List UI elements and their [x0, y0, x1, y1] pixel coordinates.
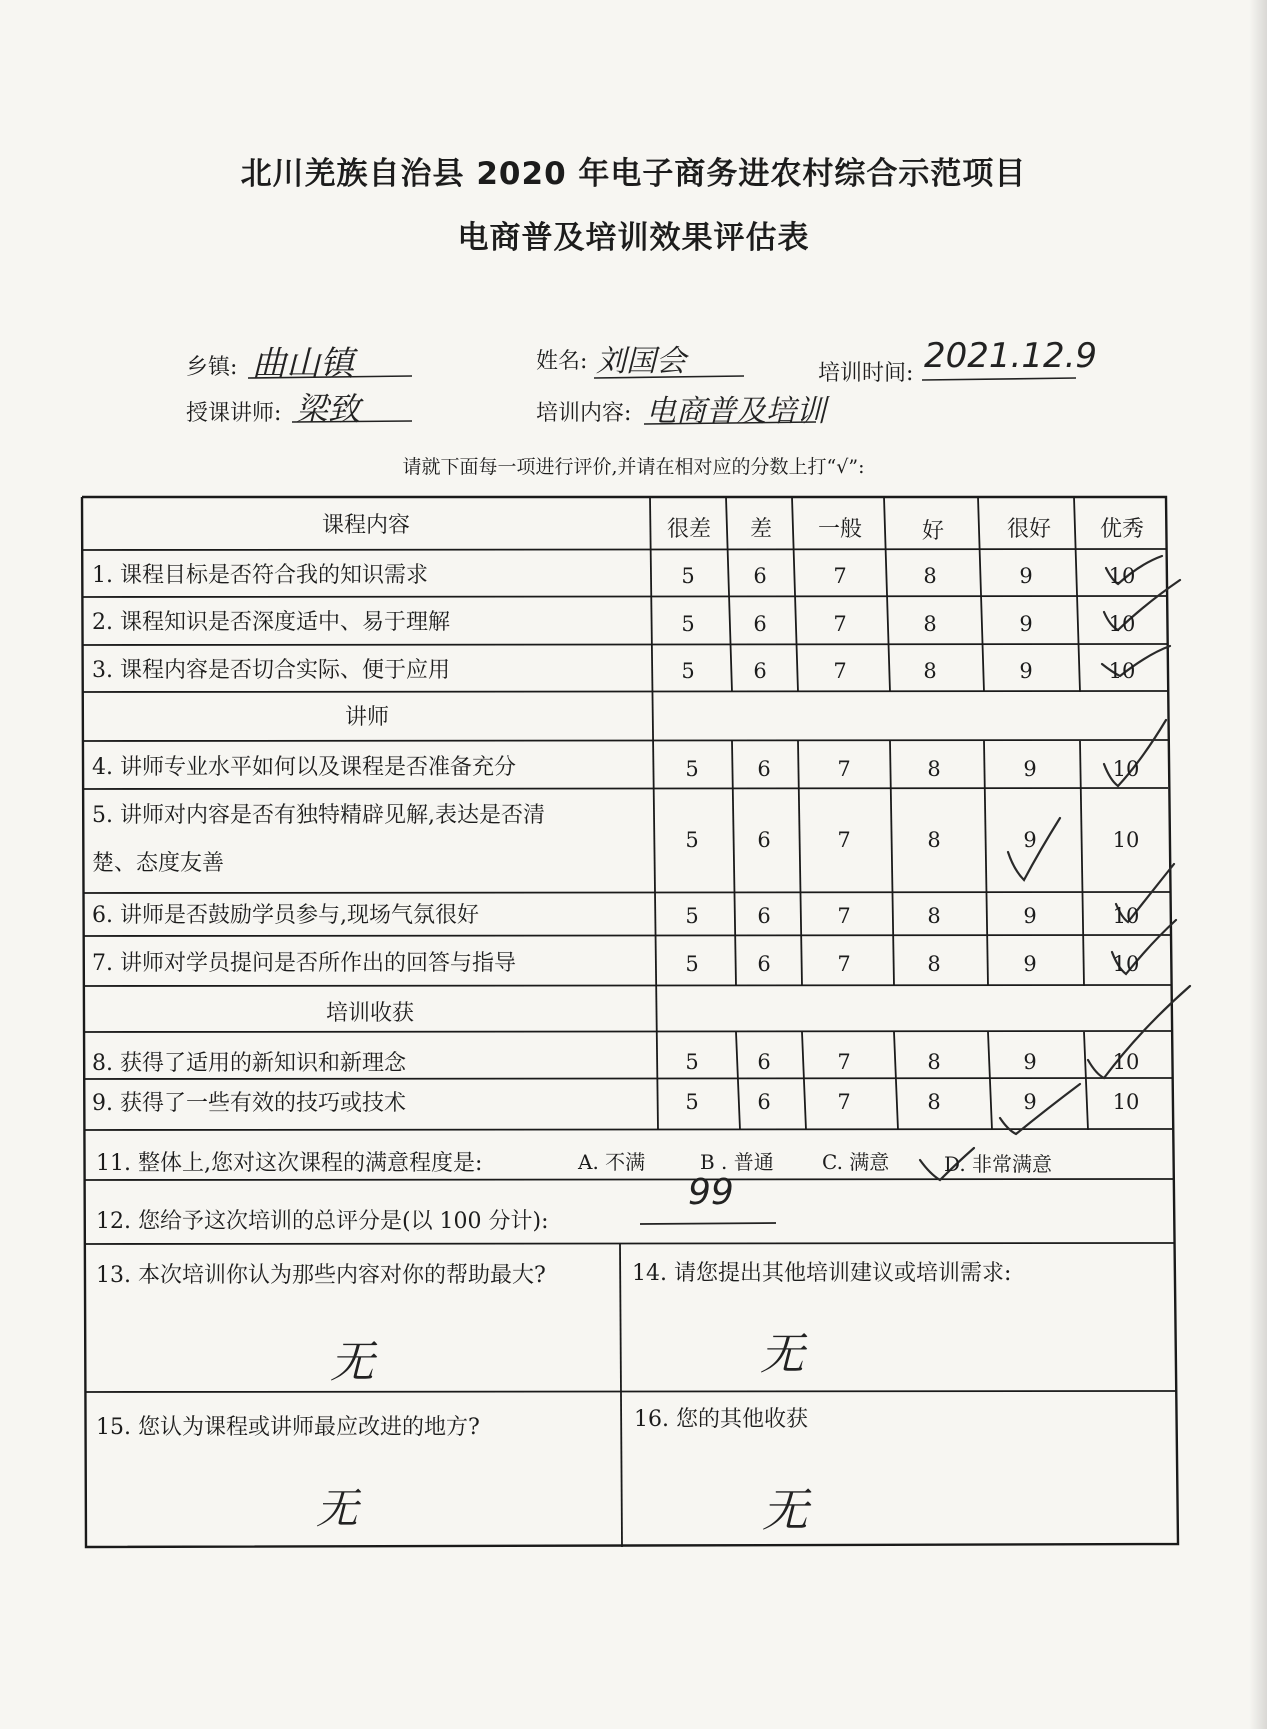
instruction-text: 请就下面每一项进行评价,并请在相对应的分数上打“√”: [402, 456, 865, 478]
score-item4-8[interactable]: 8 [927, 757, 941, 781]
name-label: 姓名: [536, 349, 588, 374]
section-gain: 培训收获 [325, 1001, 414, 1026]
score-item9-6[interactable]: 6 [757, 1090, 771, 1114]
name-value[interactable]: 刘国会 [596, 344, 686, 379]
q11-option-c[interactable]: C. 满意 [822, 1150, 890, 1174]
score-item2-7[interactable]: 7 [833, 612, 847, 636]
score-item8-10[interactable]: 10 [1112, 1050, 1140, 1074]
score-item7-9[interactable]: 9 [1023, 952, 1037, 976]
score-item7-8[interactable]: 8 [927, 952, 941, 976]
score-item2-10[interactable]: 10 [1108, 612, 1136, 636]
q15-answer[interactable]: 无 [316, 1484, 359, 1533]
date-underline [922, 378, 1076, 380]
header-poor: 差 [749, 517, 772, 542]
score-item1-8[interactable]: 8 [923, 564, 937, 588]
score-item9-9[interactable]: 9 [1023, 1090, 1037, 1114]
score-item5-10[interactable]: 10 [1112, 828, 1140, 852]
score-item8-8[interactable]: 8 [927, 1050, 941, 1074]
score-item1-5[interactable]: 5 [681, 564, 695, 588]
item-9-text: 9. 获得了一些有效的技巧或技术 [92, 1091, 406, 1116]
score-item5-8[interactable]: 8 [927, 828, 941, 852]
score-item4-7[interactable]: 7 [837, 757, 851, 781]
q16-text: 16. 您的其他收获 [634, 1407, 808, 1432]
town-label: 乡镇: [186, 355, 238, 380]
q12-answer[interactable]: 99 [688, 1172, 734, 1213]
q15-text: 15. 您认为课程或讲师最应改进的地方? [96, 1415, 480, 1440]
score-item5-5[interactable]: 5 [685, 828, 699, 852]
q11-option-b[interactable]: B . 普通 [700, 1150, 774, 1174]
teacher-underline [292, 421, 412, 422]
score-item8-9[interactable]: 9 [1023, 1050, 1037, 1074]
content-value[interactable]: 电商普及培训 [646, 394, 826, 429]
town-value[interactable]: 曲山镇 [252, 344, 354, 384]
score-item7-10[interactable]: 10 [1112, 952, 1140, 976]
section-lecturer: 讲师 [344, 705, 389, 730]
score-item5-7[interactable]: 7 [837, 828, 851, 852]
score-item6-10[interactable]: 10 [1112, 904, 1140, 928]
score-item1-6[interactable]: 6 [753, 564, 767, 588]
score-item4-10[interactable]: 10 [1112, 757, 1140, 781]
q11-option-a[interactable]: A. 不满 [578, 1150, 646, 1174]
score-item9-5[interactable]: 5 [685, 1090, 699, 1114]
score-item7-5[interactable]: 5 [685, 952, 699, 976]
form-title-line2: 电商普及培训效果评估表 [457, 220, 810, 256]
score-item3-9[interactable]: 9 [1019, 659, 1033, 683]
score-item4-5[interactable]: 5 [685, 757, 699, 781]
score-item9-8[interactable]: 8 [927, 1090, 941, 1114]
teacher-value[interactable]: 梁致 [296, 390, 361, 428]
teacher-label: 授课讲师: [186, 401, 282, 426]
score-item2-5[interactable]: 5 [681, 612, 695, 636]
header-good: 好 [921, 519, 944, 544]
date-label: 培训时间: [818, 361, 914, 386]
item-7-text: 7. 讲师对学员提问是否所作出的回答与指导 [92, 951, 516, 976]
header-excellent: 优秀 [1099, 517, 1144, 542]
score-item6-6[interactable]: 6 [757, 904, 771, 928]
q11-option-d[interactable]: D. 非常满意 [944, 1152, 1053, 1176]
score-item4-9[interactable]: 9 [1023, 757, 1037, 781]
header-course-content: 课程内容 [321, 513, 410, 538]
content-underline [644, 422, 816, 424]
score-item6-7[interactable]: 7 [837, 904, 851, 928]
score-item5-9[interactable]: 9 [1023, 828, 1037, 852]
q14-text: 14. 请您提出其他培训建议或培训需求: [632, 1261, 1012, 1286]
score-item4-6[interactable]: 6 [757, 757, 771, 781]
form-title-line1: 北川羌族自治县 2020 年电子商务进农村综合示范项目 [240, 156, 1027, 192]
name-underline [594, 376, 744, 378]
header-very-poor: 很差 [666, 517, 711, 542]
score-item3-8[interactable]: 8 [923, 659, 937, 683]
score-item5-6[interactable]: 6 [757, 828, 771, 852]
item-6-text: 6. 讲师是否鼓励学员参与,现场气氛很好 [92, 903, 479, 928]
score-item3-5[interactable]: 5 [681, 659, 695, 683]
item-4-text: 4. 讲师专业水平如何以及课程是否准备充分 [92, 755, 516, 780]
score-item8-6[interactable]: 6 [757, 1050, 771, 1074]
town-underline [248, 376, 412, 378]
check-marks [920, 556, 1190, 1180]
header-average: 一般 [817, 517, 862, 542]
score-item6-9[interactable]: 9 [1023, 904, 1037, 928]
content-label: 培训内容: [536, 401, 632, 426]
item-2-text: 2. 课程知识是否深度适中、易于理解 [92, 610, 450, 635]
score-item1-9[interactable]: 9 [1019, 564, 1033, 588]
score-item8-7[interactable]: 7 [837, 1050, 851, 1074]
score-item7-7[interactable]: 7 [837, 952, 851, 976]
item-1-text: 1. 课程目标是否符合我的知识需求 [92, 563, 428, 588]
score-item6-8[interactable]: 8 [927, 904, 941, 928]
score-item3-10[interactable]: 10 [1108, 659, 1136, 683]
score-item9-7[interactable]: 7 [837, 1090, 851, 1114]
date-value[interactable]: 2021.12.9 [924, 336, 1098, 376]
score-item2-9[interactable]: 9 [1019, 612, 1033, 636]
item-3-text: 3. 课程内容是否切合实际、便于应用 [92, 658, 450, 683]
score-item2-6[interactable]: 6 [753, 612, 767, 636]
header-very-good: 很好 [1006, 517, 1051, 542]
item-5-text-line1: 5. 讲师对内容是否有独特精辟见解,表达是否清 [92, 803, 545, 828]
score-item8-5[interactable]: 5 [685, 1050, 699, 1074]
score-item1-7[interactable]: 7 [833, 564, 847, 588]
score-item2-8[interactable]: 8 [923, 612, 937, 636]
q13-answer[interactable]: 无 [330, 1337, 374, 1388]
q12-text: 12. 您给予这次培训的总评分是(以 100 分计): [96, 1209, 549, 1234]
score-item1-10[interactable]: 10 [1108, 564, 1136, 588]
q13-text: 13. 本次培训你认为那些内容对你的帮助最大? [96, 1263, 546, 1288]
score-item7-6[interactable]: 6 [757, 952, 771, 976]
score-item6-5[interactable]: 5 [685, 904, 699, 928]
score-item9-10[interactable]: 10 [1112, 1090, 1140, 1114]
q14-answer[interactable]: 无 [760, 1329, 804, 1380]
item-5-text-line2: 楚、态度友善 [92, 851, 225, 876]
column-lines [620, 497, 1088, 1547]
q16-answer[interactable]: 无 [762, 1483, 808, 1537]
q11-text: 11. 整体上,您对这次课程的满意程度是: [96, 1151, 483, 1176]
item-8-text: 8. 获得了适用的新知识和新理念 [92, 1051, 406, 1076]
score-item3-6[interactable]: 6 [753, 659, 767, 683]
score-item3-7[interactable]: 7 [833, 659, 847, 683]
q12-underline [640, 1223, 776, 1224]
